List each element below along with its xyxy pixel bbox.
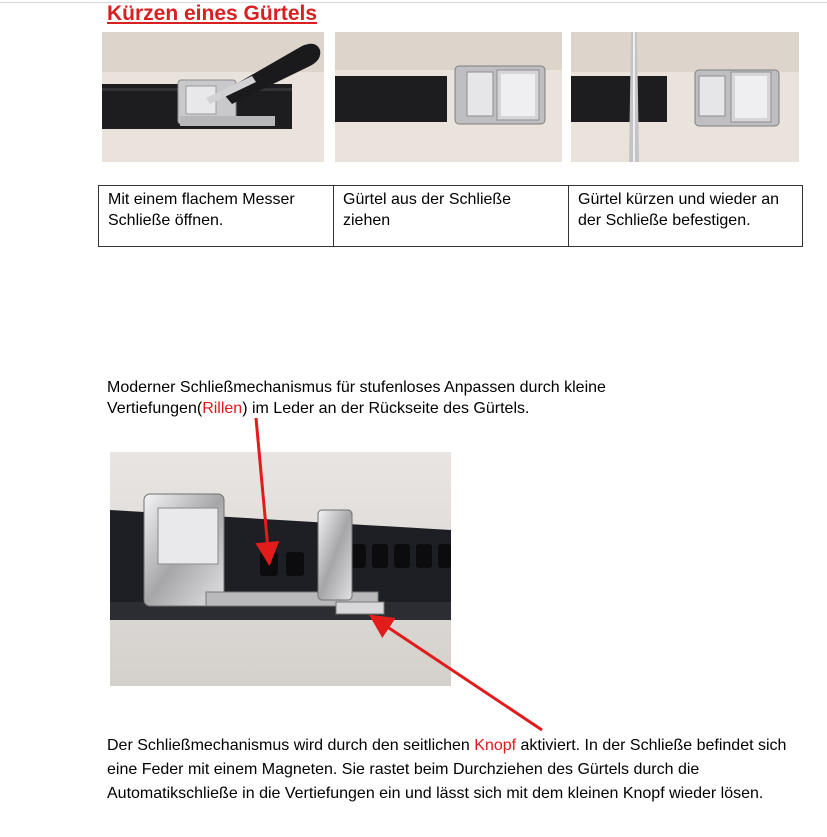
description-paragraph: Der Schließmechanismus wird durch den seitlichen Knopf aktiviert. In der Schließe befindet sich eine Feder mit einem Magneten. Sie rastet beim Durchziehen des Gürtels durch die Automatikschließe in die Vertiefungen ein und lässt sich mit dem kleinen Knopf wieder lösen. xyxy=(107,737,787,802)
step-2: Gürtel aus der Schließe ziehen xyxy=(334,186,569,247)
rillen-highlight: Rillen xyxy=(202,400,243,417)
photo-belt-removed xyxy=(335,32,562,162)
intro-paragraph: Moderner Schließmechanismus für stufenloses Anpassen durch kleine Vertiefungen(Rillen) im Leder an der Rückseite des Gürtels. xyxy=(107,379,606,417)
step-1: Mit einem flachem Messer Schließe öffnen. xyxy=(99,186,334,247)
page-title: Kürzen eines Gürtels xyxy=(107,2,318,25)
photo-belt-cut xyxy=(571,32,799,162)
step-3: Gürtel kürzen und wieder an der Schließe befestigen. xyxy=(569,186,803,247)
photo-knife-open xyxy=(102,32,324,162)
knopf-highlight: Knopf xyxy=(474,737,517,754)
photo-buckle-mechanism xyxy=(110,452,451,686)
steps-table xyxy=(98,185,803,247)
